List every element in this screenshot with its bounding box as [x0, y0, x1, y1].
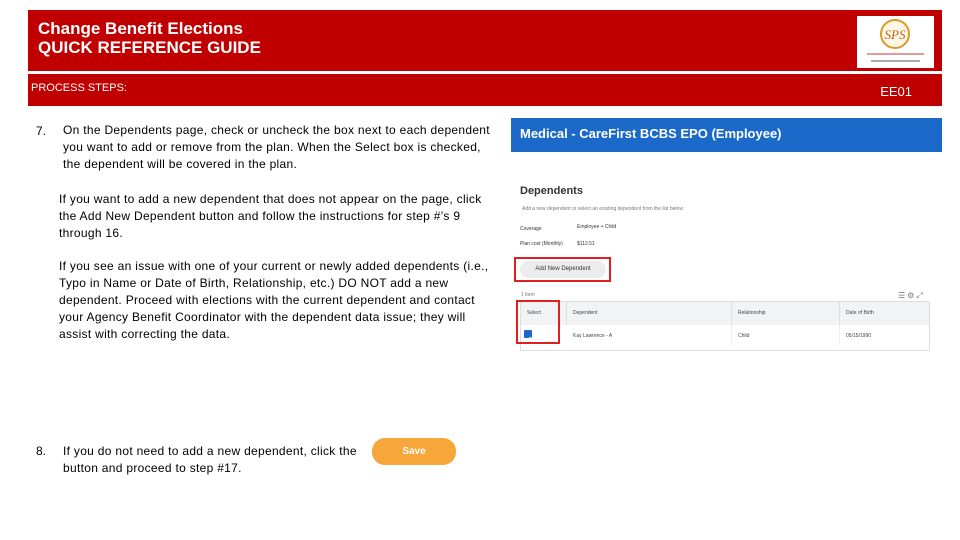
step-8-text-after: button and proceed to step #17.	[63, 461, 242, 475]
coverage-value: Employee + Child	[577, 224, 617, 230]
step-7-add-dependent-note: If you want to add a new dependent that does not appear on the page, click the Add New Dependent button and follow the instructions for step #’s 9 through 16.	[59, 192, 482, 240]
step-7-text: On the Dependents page, check or uncheck the box next to each dependent you want to add or remove from the plan. When the Select box is checked, the dependent will be covered in the plan.	[63, 123, 490, 171]
plan-title: Medical - CareFirst BCBS EPO (Employee)	[520, 126, 782, 141]
guide-header	[28, 10, 942, 71]
table-header-relationship: Relationship	[732, 302, 840, 325]
add-dependent-highlight	[514, 257, 611, 282]
dependents-heading: Dependents	[520, 185, 583, 197]
step-7-issue-note: If you see an issue with one of your current or newly added dependents (i.e., Typo in Name or Date of Birth, Relationship, etc.) DO NOT add a new dependent. Proceed with elections with the current dependent and contact your Agency Benefit Coordinator with the dependent data issue; they will assist with correcting the data.	[59, 259, 489, 341]
plan-title-bar	[511, 118, 942, 152]
guide-subtitle: QUICK REFERENCE GUIDE	[38, 38, 261, 57]
step-8-text-before: If you do not need to add a new dependent, click the	[63, 444, 357, 458]
table-cell-dob: 05/15/1990	[846, 333, 872, 339]
process-steps-bar	[28, 74, 942, 106]
expand-icon[interactable]: ⤢	[916, 291, 925, 300]
table-header-dob: Date of Birth	[840, 302, 929, 325]
item-count: 1 item	[521, 292, 535, 298]
guide-title: Change Benefit Elections	[38, 19, 243, 38]
step-7-number: 7.	[36, 124, 47, 138]
settings-icon[interactable]: ⚙	[907, 291, 917, 300]
table-cell-dependent: Kay Lawrence - A	[567, 325, 732, 345]
save-button[interactable]: Save	[372, 438, 456, 465]
table-header-dependent: Dependent	[567, 302, 732, 325]
table-cell-relationship: Child	[732, 325, 840, 345]
plan-cost-label: Plan cost (Monthly)	[520, 241, 563, 247]
select-column-highlight	[516, 300, 560, 344]
plan-cost-value: $112.51	[577, 241, 595, 247]
filter-icon[interactable]: ☰	[898, 291, 908, 300]
dependents-instruction: Add a new dependent or select an existing dependent from the list below	[522, 206, 683, 212]
process-steps-label: PROCESS STEPS:	[31, 82, 127, 94]
guide-code: EE01	[880, 84, 912, 99]
dependents-table	[520, 301, 930, 351]
table-header-select: Select	[521, 302, 567, 325]
sps-logo	[857, 16, 934, 68]
svg-text:SPS: SPS	[884, 27, 906, 42]
step-8-number: 8.	[36, 444, 47, 458]
table-toolbar-icons	[898, 291, 925, 301]
coverage-label: Coverage	[520, 226, 542, 232]
add-new-dependent-button[interactable]: Add New Dependent	[520, 261, 606, 278]
